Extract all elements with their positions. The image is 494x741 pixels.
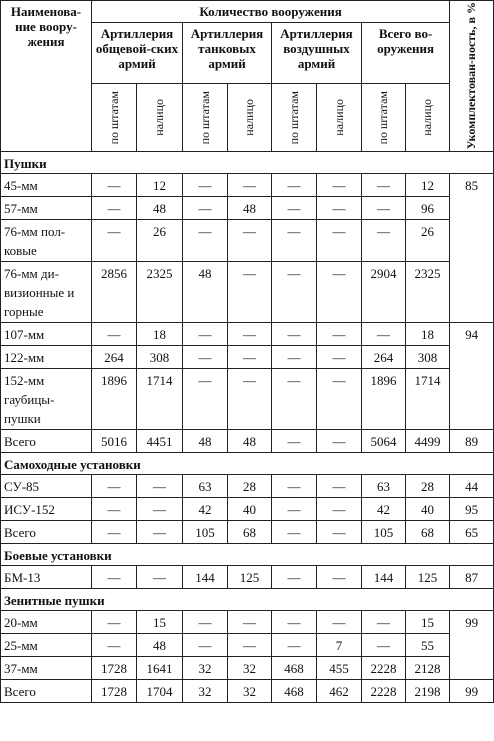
row-value: 2904: [362, 262, 406, 323]
header-completeness-label: Укомплектован-ность, в %: [464, 2, 479, 150]
row-value: 2198: [406, 680, 450, 703]
section-title: Боевые установки: [1, 544, 494, 566]
row-value: 308: [406, 346, 450, 369]
row-value: 18: [137, 323, 183, 346]
row-value: 7: [317, 634, 362, 657]
row-value: —: [272, 634, 317, 657]
row-value: 5016: [92, 430, 137, 453]
row-name: 76-мм ди-визионные и горные: [1, 262, 92, 323]
header-actual-label: налицо: [420, 98, 435, 136]
row-value: 468: [272, 657, 317, 680]
row-value: —: [183, 220, 228, 262]
row-value: —: [92, 323, 137, 346]
row-name: 25-мм: [1, 634, 92, 657]
row-value: 1714: [406, 369, 450, 430]
row-value: —: [92, 611, 137, 634]
row-value: —: [317, 498, 362, 521]
row-value: 26: [137, 220, 183, 262]
row-value: 12: [406, 174, 450, 197]
table-row: [1, 521, 494, 544]
header-actual: [137, 83, 183, 151]
row-value: —: [272, 220, 317, 262]
row-completeness: 99: [450, 611, 494, 680]
row-name: 107-мм: [1, 323, 92, 346]
row-value: —: [272, 430, 317, 453]
row-value: —: [183, 611, 228, 634]
row-value: —: [362, 197, 406, 220]
row-value: 1728: [92, 680, 137, 703]
row-value: 2856: [92, 262, 137, 323]
row-value: 63: [362, 475, 406, 498]
section-row: [1, 589, 494, 611]
row-completeness: 65: [450, 521, 494, 544]
row-value: —: [137, 498, 183, 521]
row-value: —: [272, 521, 317, 544]
row-value: —: [272, 566, 317, 589]
row-value: 264: [92, 346, 137, 369]
header-by-staff: [272, 83, 317, 151]
row-value: —: [317, 475, 362, 498]
row-value: 1896: [362, 369, 406, 430]
row-value: 144: [183, 566, 228, 589]
row-value: 1714: [137, 369, 183, 430]
header-group-air-armies: Артиллерия воздушных армий: [272, 23, 362, 83]
table-row: [1, 611, 494, 634]
table-body: [1, 152, 494, 703]
section-row: [1, 544, 494, 566]
section-row: [1, 152, 494, 174]
section-title: Зенитные пушки: [1, 589, 494, 611]
header-by-staff: [183, 83, 228, 151]
row-value: 2228: [362, 657, 406, 680]
row-value: —: [272, 475, 317, 498]
row-value: 1641: [137, 657, 183, 680]
section-row: [1, 453, 494, 475]
row-value: 28: [228, 475, 272, 498]
row-value: —: [317, 430, 362, 453]
row-value: 144: [362, 566, 406, 589]
header-actual: [406, 83, 450, 151]
row-value: —: [317, 521, 362, 544]
row-value: —: [228, 346, 272, 369]
row-value: —: [317, 369, 362, 430]
row-name: 76-мм пол-ковые: [1, 220, 92, 262]
row-value: —: [228, 220, 272, 262]
row-name: Всего: [1, 430, 92, 453]
row-value: 48: [183, 430, 228, 453]
row-name: 152-мм гаубицы-пушки: [1, 369, 92, 430]
row-name: ИСУ-152: [1, 498, 92, 521]
table-row: [1, 323, 494, 346]
row-completeness: 87: [450, 566, 494, 589]
header-by-staff-label: по штатам: [286, 90, 301, 144]
row-value: 2128: [406, 657, 450, 680]
row-value: —: [362, 634, 406, 657]
header-group-combined-arms: Артиллерия общевой-ских армий: [92, 23, 183, 83]
row-name: Всего: [1, 521, 92, 544]
row-name: 45-мм: [1, 174, 92, 197]
row-completeness: 95: [450, 498, 494, 521]
row-value: 12: [137, 174, 183, 197]
header-by-staff: [362, 83, 406, 151]
row-value: 48: [137, 197, 183, 220]
row-name: 37-мм: [1, 657, 92, 680]
row-value: 2228: [362, 680, 406, 703]
row-value: —: [228, 369, 272, 430]
row-value: —: [272, 369, 317, 430]
row-value: 1896: [92, 369, 137, 430]
row-value: 125: [406, 566, 450, 589]
row-value: —: [92, 521, 137, 544]
row-value: 40: [406, 498, 450, 521]
row-value: 308: [137, 346, 183, 369]
row-value: 1728: [92, 657, 137, 680]
row-value: 48: [183, 262, 228, 323]
header-actual-label: налицо: [331, 98, 346, 136]
row-value: —: [92, 174, 137, 197]
row-value: —: [272, 346, 317, 369]
row-value: —: [92, 475, 137, 498]
row-value: 68: [228, 521, 272, 544]
row-completeness: 85: [450, 174, 494, 323]
row-value: 48: [137, 634, 183, 657]
row-value: 32: [228, 657, 272, 680]
row-value: —: [317, 346, 362, 369]
row-value: —: [362, 174, 406, 197]
row-value: 42: [362, 498, 406, 521]
table-row: [1, 475, 494, 498]
row-value: 96: [406, 197, 450, 220]
header-group-tank-armies: Артиллерия танковых армий: [183, 23, 272, 83]
row-value: —: [137, 475, 183, 498]
row-name: 122-мм: [1, 346, 92, 369]
row-value: 40: [228, 498, 272, 521]
row-value: 63: [183, 475, 228, 498]
section-title: Пушки: [1, 152, 494, 174]
table-row: [1, 220, 494, 262]
row-value: —: [183, 323, 228, 346]
row-value: 125: [228, 566, 272, 589]
row-value: —: [272, 323, 317, 346]
row-value: —: [228, 174, 272, 197]
row-value: 4451: [137, 430, 183, 453]
row-completeness: 99: [450, 680, 494, 703]
row-value: 68: [406, 521, 450, 544]
row-value: —: [272, 611, 317, 634]
table-header: [1, 1, 494, 152]
row-value: —: [317, 323, 362, 346]
row-value: —: [183, 634, 228, 657]
row-value: —: [228, 262, 272, 323]
row-value: —: [362, 220, 406, 262]
row-value: 2325: [406, 262, 450, 323]
header-by-staff-label: по штатам: [376, 90, 390, 144]
table-row: [1, 634, 494, 657]
row-value: —: [183, 197, 228, 220]
header-name-col: Наименова-ние воору-жения: [1, 1, 92, 152]
row-value: —: [92, 634, 137, 657]
row-value: —: [317, 197, 362, 220]
row-value: 5064: [362, 430, 406, 453]
row-value: 105: [362, 521, 406, 544]
row-value: 455: [317, 657, 362, 680]
row-value: —: [317, 566, 362, 589]
row-value: 105: [183, 521, 228, 544]
header-actual-label: налицо: [242, 98, 256, 136]
row-value: —: [183, 369, 228, 430]
row-name: Всего: [1, 680, 92, 703]
row-value: —: [228, 611, 272, 634]
table-row: [1, 657, 494, 680]
row-value: 32: [183, 657, 228, 680]
table-row: [1, 566, 494, 589]
row-name: 20-мм: [1, 611, 92, 634]
header-by-staff: [92, 83, 137, 151]
header-actual: [228, 83, 272, 151]
row-value: —: [362, 323, 406, 346]
table-row: [1, 262, 494, 323]
row-value: —: [92, 498, 137, 521]
table-row: [1, 174, 494, 197]
header-by-staff-label: по штатам: [106, 90, 121, 144]
header-by-staff-label: по штатам: [197, 90, 212, 144]
header-actual: [317, 83, 362, 151]
row-value: —: [272, 174, 317, 197]
row-value: 15: [406, 611, 450, 634]
row-value: 32: [183, 680, 228, 703]
row-value: 26: [406, 220, 450, 262]
row-value: —: [228, 634, 272, 657]
row-value: 42: [183, 498, 228, 521]
row-value: —: [137, 521, 183, 544]
row-value: —: [183, 346, 228, 369]
row-value: 264: [362, 346, 406, 369]
row-value: —: [317, 174, 362, 197]
table-row: [1, 498, 494, 521]
header-actual-label: налицо: [152, 98, 166, 136]
row-completeness: 44: [450, 475, 494, 498]
row-value: 4499: [406, 430, 450, 453]
header-completeness: [450, 1, 494, 152]
table-row: [1, 346, 494, 369]
row-value: —: [137, 566, 183, 589]
row-value: —: [272, 498, 317, 521]
row-value: 18: [406, 323, 450, 346]
row-completeness: 89: [450, 430, 494, 453]
row-value: —: [183, 174, 228, 197]
table-row: [1, 197, 494, 220]
row-value: 48: [228, 430, 272, 453]
header-group-total: Всего во-оружения: [362, 23, 450, 83]
row-value: —: [92, 220, 137, 262]
row-value: —: [362, 611, 406, 634]
row-value: —: [317, 611, 362, 634]
header-quantity-group: Количество вооружения: [92, 1, 450, 23]
row-value: 15: [137, 611, 183, 634]
row-value: 28: [406, 475, 450, 498]
row-name: СУ-85: [1, 475, 92, 498]
row-value: —: [92, 197, 137, 220]
row-value: —: [317, 220, 362, 262]
row-completeness: 94: [450, 323, 494, 430]
row-value: 48: [228, 197, 272, 220]
row-value: 55: [406, 634, 450, 657]
section-title: Самоходные установки: [1, 453, 494, 475]
row-value: —: [272, 262, 317, 323]
row-name: БМ-13: [1, 566, 92, 589]
table-row: [1, 430, 494, 453]
row-value: 2325: [137, 262, 183, 323]
row-value: —: [92, 566, 137, 589]
table-row: [1, 680, 494, 703]
row-value: —: [272, 197, 317, 220]
row-name: 57-мм: [1, 197, 92, 220]
row-value: —: [317, 262, 362, 323]
row-value: —: [228, 323, 272, 346]
table-row: [1, 369, 494, 430]
row-value: 468: [272, 680, 317, 703]
row-value: 1704: [137, 680, 183, 703]
row-value: 32: [228, 680, 272, 703]
row-value: 462: [317, 680, 362, 703]
